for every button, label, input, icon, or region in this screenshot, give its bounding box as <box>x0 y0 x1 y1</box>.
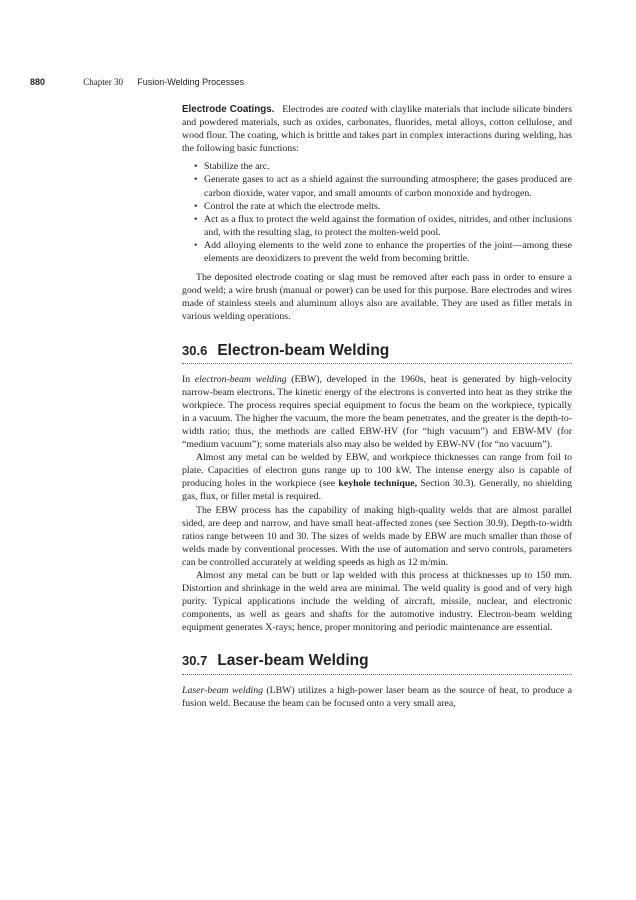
chapter-label: Chapter 30 <box>83 77 124 87</box>
lbw-term: Laser-beam welding <box>182 684 263 696</box>
bullet-icon: • <box>194 200 198 212</box>
coated-term: coated <box>341 104 368 115</box>
coating-functions-list <box>182 160 572 265</box>
list-item: • Act as a flux to protect the weld against the formation of oxides, nitrides, and other inclusions and, with the resulting slag, to protect the molten-weld pool. <box>194 213 572 238</box>
ebw-paragraph-2: Almost any metal can be welded by EBW, and workpiece thicknesses can range from foil to plate. Capacities of electron guns range up to 100 kW. The intense energy also is capable of producing holes in the workpiece (see keyhole technique, Section 30.3). Generally, no shielding gas, flux, or filler metal is required. <box>182 452 572 503</box>
section-heading-30-6 <box>182 341 572 364</box>
electrode-coatings-heading: Electrode Coatings. <box>182 104 275 115</box>
running-header <box>30 76 590 88</box>
section-heading-30-7 <box>182 654 572 674</box>
list-item: • Control the rate at which the electrode melts. <box>194 200 381 212</box>
ebw-paragraph-3: The EBW process has the capability of making high-quality welds that are almost parallel sided, are deep and narrow, and have small heat-affected zones (see Section 30.9). Depth-to-width ratios range between 10 and 30. The sizes of welds made by EBW are much smaller than those of welds made by conventional processes. With the use of automation and servo controls, parameters can be controlled accurately at welding speeds as high as 12 m/min. <box>182 504 572 568</box>
bullet-icon: • <box>194 239 198 251</box>
section-title: Laser-beam Welding <box>217 652 369 670</box>
ebw-term: electron-beam welding <box>194 373 287 385</box>
keyhole-term: keyhole technique, <box>338 478 418 490</box>
bullet-icon: • <box>194 161 198 173</box>
page-number: 880 <box>30 77 46 87</box>
section-number: 30.6 <box>182 342 208 358</box>
bullet-icon: • <box>194 174 198 186</box>
list-item: • Add alloying elements to the weld zone to enhance the properties of the joint—among these elements are deoxidizers to prevent the weld from becoming brittle. <box>194 239 572 265</box>
ebw-paragraph-1: In electron-beam welding (EBW), developed in the 1960s, heat is generated by high-velocity narrow-beam electrons. The kinetic energy of the electrons is converted into heat as they strike the workpiece. The process requires special equipment to focus the beam on the workpiece, typically in a vacuum. The higher the vacuum, the more the beam penetrates, and the greater is the depth-to-width ratio; thus, the methods are called EBW-HV (for “high vacuum”) and EBW-MV (for “medium vacuum”); some materials also may also be welded by EBW-NV (for “no vacuum”). <box>182 373 573 451</box>
electrode-coatings-paragraph: Electrode Coatings. Electrodes are coated with claylike materials that include silicate binders and powdered materials, such as oxides, carbonates, fluorides, metal alloys, cotton cellulose, and wood flour. The coating, which is brittle and takes part in complex interactions during welding, has the following basic functions: <box>182 104 573 155</box>
electrode-slag-paragraph: The deposited electrode coating or slag must be removed after each pass in order to ensure a good weld; a wire brush (manual or power) can be used for this purpose. Bare electrodes and wires made of stainless steels and aluminum alloys also are available. They are used as filler metals in various welding operations. <box>182 272 572 323</box>
chapter-title: Fusion-Welding Processes <box>137 77 245 87</box>
ebw-paragraph-4: Almost any metal can be butt or lap welded with this process at thicknesses up to 150 mm. Distortion and shrinkage in the weld area are minimal. The weld quality is good and of very high purity. Typical applications include the welding of aircraft, missile, nuclear, and electronic components, as well as gears and shafts for the automotive industry. Electron-beam welding equipment generates X-rays; hence, proper monitoring and periodic maintenance are essential. <box>182 570 572 634</box>
lbw-paragraph-1: Laser-beam welding (LBW) utilizes a high-power laser beam as the source of heat, to produce a fusion weld. Because the beam can be focused onto a very small area, <box>182 684 573 709</box>
page-body <box>182 103 572 710</box>
list-item: • Stabilize the arc. <box>194 161 270 173</box>
section-title: Electron-beam Welding <box>217 341 390 359</box>
bullet-icon: • <box>194 213 198 225</box>
section-number: 30.7 <box>182 653 208 669</box>
list-item: • Generate gases to act as a shield against the surrounding atmosphere; the gases produced are carbon dioxide, water vapor, and small amounts of carbon monoxide and hydrogen. <box>194 174 572 199</box>
